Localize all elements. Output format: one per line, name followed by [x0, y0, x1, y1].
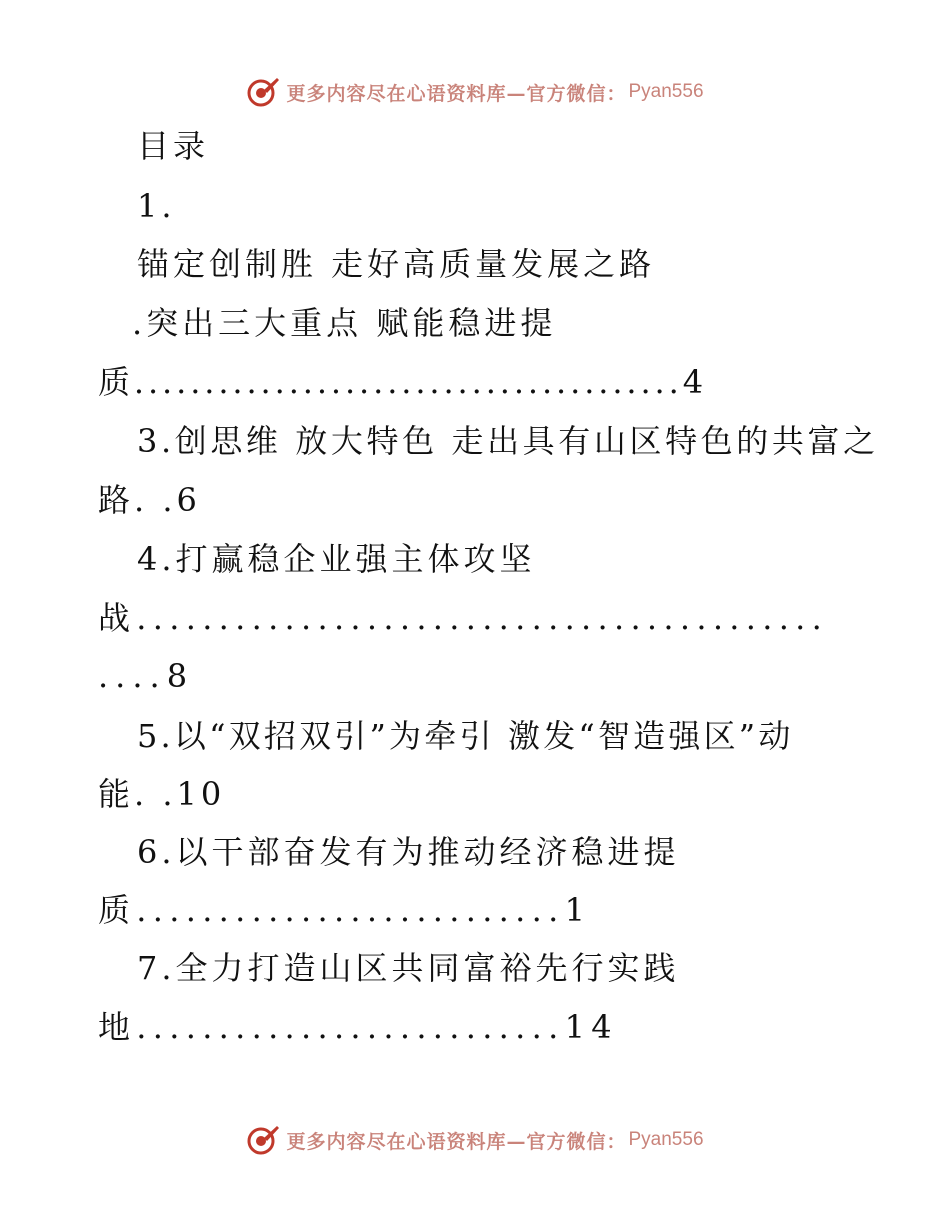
toc-line: ....8 [98, 657, 195, 695]
toc-line: .突出三大重点 赋能稳进提 [132, 304, 557, 342]
toc-line: 7.全力打造山区共同富裕先行实践 [137, 949, 680, 987]
toc-line: 6.以干部奋发有为推动经济稳进提 [137, 833, 680, 871]
banner-wechat-id: Pyan556 [628, 1129, 704, 1150]
footer-banner [0, 1120, 950, 1160]
toc-line: 质.......................................4 [98, 363, 707, 401]
header-banner [0, 72, 950, 112]
toc-line: 5.以“双招双引”为牵引 激发“智造强区”动 [137, 717, 794, 755]
pen-logo-icon [246, 1123, 280, 1157]
toc-heading: 目录 [137, 127, 210, 165]
banner-text: 更多内容尽在心语资料库—官方微信： [286, 82, 627, 105]
toc-line: 锚定创制胜 走好高质量发展之路 [137, 245, 656, 283]
toc-line: 1. [137, 187, 176, 225]
toc-line: 4.打赢稳企业强主体攻坚 [137, 540, 536, 578]
banner-wechat-id: Pyan556 [628, 81, 704, 102]
toc-line: 地..........................14 [98, 1008, 618, 1046]
toc-line: 路. .6 [98, 481, 201, 519]
toc-line: 3.创思维 放大特色 走出具有山区特色的共富之 [137, 422, 879, 460]
toc-line: 质..........................1 [98, 891, 592, 929]
toc-line: 能. .10 [98, 775, 226, 813]
banner-text: 更多内容尽在心语资料库—官方微信： [286, 1130, 627, 1153]
pen-logo-icon [246, 75, 280, 109]
toc-line: 战.......................................... [98, 599, 829, 637]
